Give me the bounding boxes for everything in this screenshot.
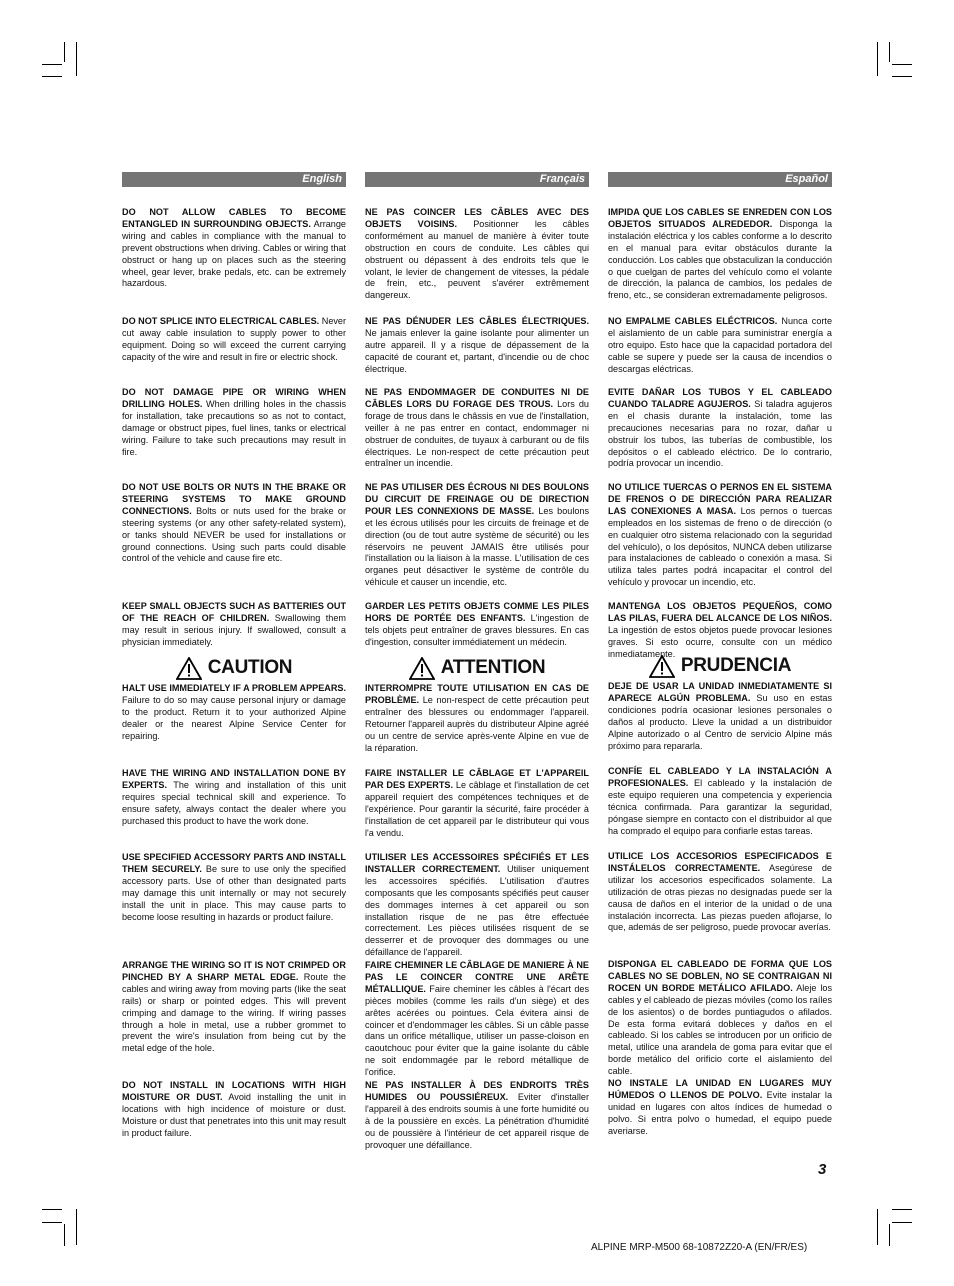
warning-item — [365, 601, 589, 649]
crop-mark — [76, 42, 77, 76]
caution-title: FAIRE INSTALLER LE CÂBLAGE ET L'APPAREIL PAR DES EXPERTS. — [365, 768, 589, 790]
warning-title: NO EMPALME CABLES ELÉCTRICOS. — [608, 316, 778, 326]
warning-item — [608, 316, 832, 376]
warning-item — [365, 316, 589, 376]
caution-item — [608, 681, 832, 752]
crop-mark — [892, 76, 912, 77]
caution-title: INTERROMPRE TOUTE UTILISATION EN CAS DE PROBLÈME. — [365, 683, 589, 705]
caution-item — [122, 960, 346, 1055]
warning-text: Los pernos o tuercas empleados en los sistemas de freno o de dirección (o en cualquier otro sistema relacionado con la seguridad del vehículo), o los depósitos, NUNCA deben utilizarse para instalaciones de cableado o conexión a masa. Si utiliza tales partes podrá incapacitar el control del vehículo y provocar un incendio, etc. — [608, 505, 832, 588]
warning-text: Never cut away cable insulation to supply power to other equipment. Doing so will exceed the current carrying capacity of the wire and result in fire or electric shock. — [122, 316, 347, 362]
warning-text: Positionner les câbles conformément au manuel de manière à éviter toute obstruction en cours de conduite. Les câbles qui obstruent ou dépassent à des endroits tels que le volant, le levier de changement de vitesses, la pédale de frein, etc., peuvent s'avérer extrêmement dangereux. — [365, 218, 589, 301]
warning-title: NE PAS ENDOMMAGER DE CONDUITES NI DE CÂBLES LORS DU FORAGE DES TROUS. — [365, 387, 589, 409]
warning-title: KEEP SMALL OBJECTS SUCH AS BATTERIES OUT OF THE REACH OF CHILDREN. — [122, 601, 346, 623]
warning-triangle-icon — [409, 657, 435, 680]
warning-title: GARDER LES PETITS OBJETS COMME LES PILES HORS DE PORTÉE DES ENFANTS. — [365, 601, 589, 623]
warning-item — [122, 482, 346, 565]
warning-text: La ingestión de estos objetos puede provocar lesiones graves. Si esto ocurre, consulte con un médico inmediatamente. — [608, 624, 832, 659]
caution-title: HALT USE IMMEDIATELY IF A PROBLEM APPEARS. — [122, 683, 346, 693]
warning-title: DO NOT ALLOW CABLES TO BECOME ENTANGLED IN SURROUNDING OBJECTS. — [122, 207, 346, 229]
caution-title: ARRANGE THE WIRING SO IT IS NOT CRIMPED OR PINCHED BY A SHARP METAL EDGE. — [122, 960, 346, 982]
warning-title: MANTENGA LOS OBJETOS PEQUEÑOS, COMO LAS PILAS, FUERA DEL ALCANCE DE LOS NIÑOS. — [608, 601, 832, 623]
crop-mark — [877, 1209, 878, 1245]
caution-heading-text: ATTENTION — [440, 657, 546, 678]
caution-text: Avoid installing the unit in locations with high incidence of moisture or dust. Moisture or dust that penetrates into this unit may result in product failure. — [122, 1091, 346, 1138]
caution-item — [365, 683, 589, 754]
caution-item — [365, 768, 589, 839]
caution-title: CONFÍE EL CABLEADO Y LA INSTALACIÓN A PROFESIONALES. — [608, 766, 832, 788]
column-english — [122, 172, 347, 1138]
warning-title: DO NOT DAMAGE PIPE OR WIRING WHEN DRILLING HOLES. — [122, 387, 346, 409]
warning-text: Les boulons et les écrous utilisés pour les circuits de freinage et de direction (ou de tout autre système de sécurité) ou les réservoirs ne peuvent JAMAIS être utilisés pour l'installation ou la liaison à la masse. L'utilisation de ces organes peut désactiver le système de contrôle du véhicule et causer un incendie, etc. — [365, 505, 590, 588]
caution-heading — [608, 654, 832, 678]
crop-mark — [42, 76, 62, 77]
warning-item — [122, 207, 346, 290]
crop-mark — [42, 64, 62, 65]
caution-item — [365, 960, 589, 1079]
crop-mark — [64, 42, 65, 62]
caution-heading — [122, 656, 346, 680]
warning-item — [122, 316, 346, 364]
caution-item — [608, 851, 832, 934]
warning-item — [122, 387, 346, 458]
caution-item — [122, 1080, 346, 1140]
caution-item — [122, 683, 346, 743]
caution-title: UTILISER LES ACCESSOIRES SPÉCIFIÉS ET LES INSTALLER CORRECTEMENT. — [365, 852, 589, 874]
caution-title: DO NOT INSTALL IN LOCATIONS WITH HIGH MOISTURE OR DUST. — [122, 1080, 346, 1102]
footer-model-code: ALPINE MRP-M500 68-10872Z20-A (EN/FR/ES) — [591, 1242, 808, 1253]
caution-title: UTILICE LOS ACCESORIOS ESPECIFICADOS E INSTÁLELOS CORRECTAMENTE. — [608, 851, 832, 873]
caution-item — [608, 1078, 832, 1138]
warning-triangle-icon — [649, 655, 675, 678]
crop-mark — [889, 42, 890, 62]
caution-text: Failure to do so may cause personal injury or damage to the product. Return it to your authorized Alpine dealer or the nearest Alpine Service Center for repairing. — [122, 694, 346, 741]
warning-item — [122, 601, 346, 649]
crop-mark — [889, 1224, 890, 1246]
caution-text: Su uso en estas condiciones podría ocasionar lesiones personales o daños al producto. Lleve la unidad a un distribuidor Alpine autorizado o al Centro de servicio Alpine más próximo para repararla. — [608, 692, 833, 751]
caution-text: Le câblage et l'installation de cet appareil requiert des compétences techniques et de l'expérience. Pour garantir la sécurité, faire procéder à l'installation de cet appareil par le distributeur qui vous l'a vendu. — [365, 779, 589, 838]
warning-title: IMPIDA QUE LOS CABLES SE ENREDEN CON LOS OBJETOS SITUADOS ALREDEDOR. — [608, 207, 832, 229]
caution-title: HAVE THE WIRING AND INSTALLATION DONE BY EXPERTS. — [122, 768, 346, 790]
warning-title: NE PAS DÉNUDER LES CÂBLES ÉLECTRIQUES. — [365, 316, 589, 326]
crop-mark — [76, 1209, 77, 1245]
caution-title: NE PAS INSTALLER À DES ENDROITS TRÈS HUMIDES OU POUSSIÉREUX. — [365, 1080, 589, 1102]
warning-text: Bolts or nuts used for the brake or steering systems (or any other safety-related system), or tanks should NEVER be used for installations or ground connections. Using such parts could disable control of the vehicle and cause fire etc. — [122, 505, 346, 564]
warning-item — [365, 207, 589, 302]
language-header: Français — [365, 172, 589, 187]
warning-triangle-icon — [176, 657, 202, 680]
warning-item — [608, 207, 832, 302]
warning-text: Disponga la instalación eléctrica y los cables conforme a lo descrito en el manual para evitar obstáculos durante la conducción. Los cables que obstaculizan la conducción o que cuelgan de partes del vehículo como el volante de dirección, la palanca de cambios, los pedales de freno, etc., se consideran extremadamente peligrosos. — [608, 218, 832, 301]
warning-text: When drilling holes in the chassis for installation, take precautions so as not to contact, damage or obstruct pipes, fuel lines, tanks or electrical wiring. Failure to take such precautions may result in fire. — [122, 398, 346, 457]
warning-item — [608, 387, 832, 470]
warning-text: Nunca corte el aislamiento de un cable para suministrar energía a otro equipo. Esto hace que la capacidad portadora del cable se supere y puede ser la causa de incendios o descargas eléctricas. — [608, 316, 832, 374]
warning-title: NE PAS COINCER LES CÂBLES AVEC DES OBJETS VOISINS. — [365, 207, 589, 229]
caution-item — [365, 1080, 589, 1151]
crop-mark — [64, 1224, 65, 1246]
column-french — [365, 172, 590, 1150]
caution-text: Eviter d'installer l'appareil à des endroits soumis à une forte humidité ou à de la poussière en excès. La pénétration d'humidité ou de poussière à l'intérieur de cet appareil risque de provoquer une défaillance. — [365, 1091, 589, 1150]
warning-title: NO UTILICE TUERCAS O PERNOS EN EL SISTEMA DE FRENOS O DE DIRECCIÓN PARA REALIZAR LAS CONEXIONES A MASA. — [608, 482, 832, 516]
caution-text: The wiring and installation of this unit requires special technical skill and experience. To ensure safety, always contact the dealer where you purchased this product to have the work done. — [122, 779, 346, 826]
warning-title: EVITE DAÑAR LOS TUBOS Y EL CABLEADO CUANDO TALADRE AGUJEROS. — [608, 387, 832, 409]
warning-item — [365, 482, 589, 589]
warning-text: L'ingestion de tels objets peut entraîner de graves blessures. En cas d'ingestion, consulter immédiatement un médecin. — [365, 612, 589, 647]
caution-title: NO INSTALE LA UNIDAD EN LUGARES MUY HÚMEDOS O LLENOS DE POLVO. — [608, 1078, 832, 1100]
warning-text: Swallowing them may result in serious injury. If swallowed, consult a physician immediately. — [122, 612, 346, 647]
caution-title: DEJE DE USAR LA UNIDAD INMEDIATAMENTE SI APARECE ALGÚN PROBLEMA. — [608, 681, 832, 703]
warning-item — [608, 482, 832, 589]
caution-item — [608, 959, 832, 1078]
caution-text: Asegúrese de utilizar los accesorios especificados solamente. La utilización de otras piezas no designadas puede ser la causa de daños en el interior de la unidad o de una instalación incorrecta. Las piezas pueden aflojarse, lo que, además de ser peligroso, puede provocar averías. — [608, 862, 832, 933]
warning-title: NE PAS UTILISER DES ÉCROUS NI DES BOULONS DU CIRCUIT DE FREINAGE OU DE DIRECTION POUR LES CONNEXIONS DE MASSE. — [365, 482, 589, 516]
crop-mark — [877, 42, 878, 76]
warning-text: Arrange wiring and cables in compliance with the manual to prevent obstructions when driving. Cables or wiring that obstruct or hang up on places such as the steering wheel, gear lever, brake pedals, etc. can be extremely hazardous. — [122, 218, 346, 289]
caution-title: DISPONGA EL CABLEADO DE FORMA QUE LOS CABLES NO SE DOBLEN, NO SE CONTRAIGAN NI ROCEN UN BORDE METÁLICO AFILADO. — [608, 959, 832, 993]
crop-mark — [892, 64, 912, 65]
caution-text: El cableado y la instalación de este equipo requieren una competencia y experiencia técnica confirmada. Para garantizar la seguridad, póngase siempre en contacto con el distribuidor al que ha comprado el equipo para confiarle estas tareas. — [608, 777, 833, 836]
caution-text: Route the cables and wiring away from moving parts (like the seat rails) or sharp or pointed edges. This will prevent crimping and damage to the wiring. If wiring passes through a hole in metal, use a rubber grommet to prevent the wire's insulation from being cut by the metal edge of the hole. — [122, 971, 346, 1054]
caution-text: Evite instalar la unidad en lugares con altos índices de humedad o polvo. Si entra polvo o humedad, el equipo puede averiarse. — [608, 1089, 832, 1136]
caution-item — [122, 852, 346, 923]
caution-heading-text: PRUDENCIA — [680, 655, 792, 676]
caution-text: Utiliser uniquement les accessoires spécifiés. L'utilisation d'autres composants que les composants spécifiés peut causer des dommages internes à cet appareil ou son installation risque de ne pas être effectuée correctement. Les pièces utilisées risquent de se desserrer et de provoquer des dommages ou une défaillance de l'appareil. — [365, 863, 590, 958]
caution-item — [122, 768, 346, 828]
warning-title: DO NOT USE BOLTS OR NUTS IN THE BRAKE OR STEERING SYSTEMS TO MAKE GROUND CONNECTIONS. — [122, 482, 346, 516]
caution-heading — [365, 656, 589, 680]
crop-mark — [892, 1222, 912, 1223]
column-spanish — [608, 172, 833, 1136]
warning-text: Ne jamais enlever la gaine isolante pour alimenter un autre appareil. Il y a risque de dépassement de la capacité de courant et, partant, d'incendie ou de choc électrique. — [365, 327, 589, 374]
caution-title: FAIRE CHEMINER LE CÂBLAGE DE MANIERE À NE PAS LE COINCER CONTRE UNE ARÊTE MÉTALLIQUE. — [365, 960, 589, 994]
caution-title: USE SPECIFIED ACCESSORY PARTS AND INSTALL THEM SECURELY. — [122, 852, 346, 874]
crop-mark — [892, 1209, 912, 1210]
caution-item — [365, 852, 589, 959]
caution-text: Le non-respect de cette précaution peut entraîner des blessures ou endommager l'appareil. Retourner l'appareil auprès du distributeur Alpine agréé ou un centre de service après-vente Alpine en vue de la réparation. — [365, 694, 589, 753]
caution-item — [608, 766, 832, 837]
caution-text: Faire cheminer les câbles à l'écart des pièces mobiles (comme les rails d'un siège) et des arêtes acérées ou pointues. Cela évitera ainsi de coincer et d'endommager les câbles. Si un câble passe dans un orifice métallique, utiliser un passe-cloison en caoutchouc pour éviter que la gaine isolante du câble ne soit endommagée par le rebord métallique de l'orifice. — [365, 983, 589, 1078]
language-header: English — [122, 172, 346, 187]
warning-item — [608, 601, 832, 661]
page-number: 3 — [818, 1161, 827, 1178]
language-header: Español — [608, 172, 832, 187]
warning-text: Lors du forage de trous dans le châssis en vue de l'installation, veiller à ne pas entrer en contact, endommager ni obstruer de conduites, de tuyaux à carburant ou de fils électriques. Le non-respect de cette précaution peut entraîner un incendie. — [365, 398, 589, 469]
crop-mark — [42, 1222, 62, 1223]
warning-text: Si taladra agujeros en el chasis durante la instalación, tome las precauciones necesarias para no rozar, dañar u obstruir los tubos, las tuberías de combustible, los depósitos o el cableado eléctrico. De lo contrario, podría provocar un incendio. — [608, 398, 832, 469]
crop-mark — [42, 1209, 62, 1210]
warning-title: DO NOT SPLICE INTO ELECTRICAL CABLES. — [122, 316, 320, 326]
caution-text: Aleje los cables y el cableado de piezas móviles (como los raíles de los asientos) o de bordes puntiagudos o afilados. De esta forma evitará dobleces y daños en el cableado. Si los cables se introducen por un orificio de metal, utilice una arandela de goma para evitar que el borde metálico del orificio corte el aislamiento del cable. — [608, 982, 833, 1077]
warning-item — [365, 387, 589, 470]
caution-heading-text: CAUTION — [207, 657, 293, 678]
caution-text: Be sure to use only the specified accessory parts. Use of other than designated parts may damage this unit internally or may not securely install the unit in place. This may cause parts to become loose resulting in hazards or product failure. — [122, 863, 346, 922]
